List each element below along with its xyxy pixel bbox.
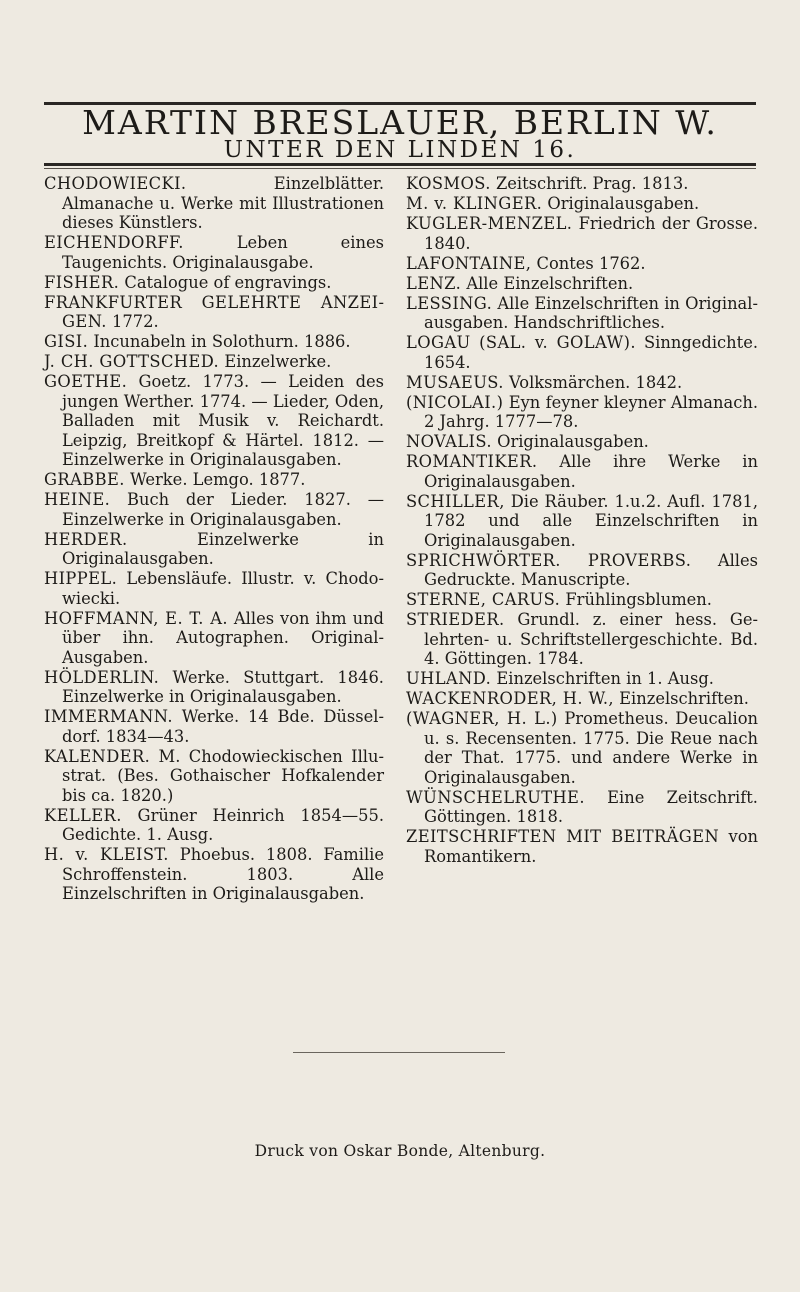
entry-heading: KALENDER. bbox=[44, 746, 151, 766]
entry-text: Incunabeln in Solothurn. 1886. bbox=[88, 332, 351, 351]
catalogue-entry bbox=[44, 609, 384, 668]
entry-heading: J. CH. GOTTSCHED. bbox=[44, 352, 220, 371]
entry-heading: KUGLER-MENZEL. bbox=[406, 214, 573, 233]
entry-heading: LENZ. bbox=[406, 273, 462, 293]
entry-heading: H. v. KLEIST. bbox=[44, 845, 169, 864]
header-rule bbox=[44, 163, 756, 166]
entry-heading: NOVALIS. bbox=[406, 432, 492, 451]
catalogue-entry bbox=[44, 233, 384, 272]
entry-text: Einzelschriften. bbox=[613, 689, 749, 708]
catalogue-entry bbox=[406, 214, 758, 253]
entry-heading: FRANKFURTER GELEHRTE ANZEIGEN. bbox=[44, 292, 384, 331]
entry-heading: (WAGNER, H. L.) bbox=[406, 709, 558, 728]
catalogue-entry bbox=[406, 452, 758, 491]
entry-text: Sinngedichte. 1654. bbox=[424, 333, 759, 372]
catalogue-entry bbox=[44, 806, 384, 845]
entry-text: Originalausgaben. bbox=[491, 432, 649, 451]
entry-heading: M. v. KLINGER. bbox=[406, 194, 543, 213]
entry-text: Alles von ihm und über ihn. Autographen. Original-Ausgaben. bbox=[62, 608, 384, 667]
catalogue-entry bbox=[44, 352, 384, 372]
entry-heading: GISI. bbox=[44, 332, 89, 351]
entry-heading: (NICOLAI.) bbox=[406, 392, 504, 412]
entry-text: Alle Einzelschriften. bbox=[461, 273, 634, 293]
entry-heading: ROMANTIKER. bbox=[406, 452, 538, 471]
entry-heading: IMMERMANN. bbox=[44, 707, 173, 726]
entry-text: Die Räuber. 1.u.2. Aufl. 1781, 1782 und alle Einzelschriften in Originalausgaben. bbox=[424, 491, 758, 550]
entry-heading: LAFONTAINE, bbox=[406, 253, 532, 273]
entry-text: Grüner Heinrich 1854—55. Gedichte. 1. Ausg. bbox=[62, 805, 384, 844]
catalogue-entry bbox=[406, 174, 758, 194]
entry-heading: HOFFMANN, E. T. A. bbox=[44, 608, 228, 628]
entry-heading: ZEITSCHRIFTEN MIT BEITRÄGEN bbox=[406, 827, 720, 846]
catalogue-entry bbox=[406, 709, 758, 787]
catalogue-entry bbox=[44, 569, 384, 608]
entry-text: Einzelwerke in Originalausgaben. bbox=[62, 529, 384, 568]
catalogue-entry bbox=[406, 373, 758, 393]
entry-text: Contes 1762. bbox=[531, 253, 646, 273]
right-column bbox=[406, 174, 758, 867]
catalogue-entry bbox=[44, 174, 384, 233]
entry-heading: CHODOWIECKI. bbox=[44, 174, 187, 193]
entry-text: 1772. bbox=[106, 312, 159, 331]
entry-heading: MUSAEUS. bbox=[406, 372, 504, 392]
catalogue-entry bbox=[406, 551, 758, 590]
entry-heading: KOSMOS. bbox=[406, 174, 491, 193]
entry-text: Alles Gedruckte. Manuscripte. bbox=[424, 550, 759, 589]
page-subtitle: UNTER DEN LINDEN 16. bbox=[223, 137, 577, 163]
catalogue-entry bbox=[44, 273, 384, 293]
entry-heading: LESSING. bbox=[406, 293, 493, 313]
entry-heading: HEINE. bbox=[44, 490, 111, 509]
entry-text: Einzelwerke. bbox=[219, 352, 332, 371]
entry-text: Grundl. z. einer hess. Gelehrten- u. Schriftstellergeschichte. Bd. 4. Göttingen. 1784. bbox=[424, 610, 758, 668]
entry-text: Zeitschrift. Prag. 1813. bbox=[490, 174, 689, 193]
catalogue-entry bbox=[406, 590, 758, 610]
entry-heading: WÜNSCHELRUTHE. bbox=[406, 787, 585, 807]
entry-heading: KELLER. bbox=[44, 805, 122, 825]
catalogue-entry bbox=[406, 669, 758, 689]
entry-text: Einzelblätter. Almanache u. Werke mit Illustrationen dieses Künstlers. bbox=[62, 174, 384, 232]
entry-heading: FISHER. bbox=[44, 272, 120, 292]
catalogue-entry bbox=[406, 492, 758, 551]
entry-heading: GOETHE. bbox=[44, 372, 128, 391]
entry-heading: HÖLDERLIN. bbox=[44, 667, 160, 687]
entry-heading: SPRICHWÖRTER. PROVERBS. bbox=[406, 550, 692, 570]
entry-text: Prometheus. Deucalion u. s. Recensenten. 1775. Die Reue nach der That. 1775. und andere Werke in Originalausgaben. bbox=[424, 709, 758, 787]
catalogue-entry bbox=[44, 490, 384, 529]
entry-text: Leben eines Taugenichts. Originalausgabe. bbox=[62, 233, 384, 272]
entry-text: Werke. Stuttgart. 1846. Einzelwerke in Originalausgaben. bbox=[62, 667, 384, 706]
catalogue-entry bbox=[406, 610, 758, 669]
entry-text: Lebensläufe. Illustr. v. Chodowiecki. bbox=[62, 569, 384, 608]
entry-text: Eine Zeitschrift. Göttingen. 1818. bbox=[424, 787, 758, 826]
entry-text: Alle Einzelschriften in Originalausgaben. Handschriftliches. bbox=[424, 293, 758, 332]
catalogue-entry bbox=[44, 845, 384, 904]
catalogue-entry bbox=[406, 393, 758, 432]
catalogue-entry bbox=[406, 827, 758, 866]
entry-heading: WACKENRODER, H. W., bbox=[406, 689, 614, 708]
entry-text: Originalausgaben. bbox=[542, 194, 700, 213]
catalogue-entry bbox=[406, 194, 758, 214]
entry-heading: SCHILLER, bbox=[406, 491, 505, 511]
entry-text: Catalogue of engravings. bbox=[119, 272, 332, 292]
entry-heading: LOGAU (SAL. v. GOLAW). bbox=[406, 333, 636, 352]
entry-text: Werke. Lemgo. 1877. bbox=[124, 470, 306, 489]
catalogue-entry bbox=[44, 530, 384, 569]
entry-text: Goetz. 1773. — Leiden des jungen Werther. 1774. — Lieder, Oden, Balladen mit Musik v. Reichardt. Leipzig, Breitkopf & Härtel. 1812. — Einzelwerke in Originalausgaben. bbox=[62, 372, 384, 469]
catalogue-entry bbox=[44, 747, 384, 806]
catalogue-entry bbox=[44, 707, 384, 746]
catalogue-entry bbox=[406, 254, 758, 274]
entry-heading: STRIEDER. bbox=[406, 610, 505, 629]
left-column bbox=[44, 174, 384, 904]
entry-text: Friedrich der Grosse. 1840. bbox=[424, 214, 758, 253]
catalogue-entry bbox=[44, 372, 384, 470]
entry-text: Phoebus. 1808. Familie Schroffenstein. 1803. Alle Einzelschriften in Originalausgaben. bbox=[62, 845, 385, 903]
entry-heading: EICHENDORFF. bbox=[44, 233, 184, 252]
catalogue-entry bbox=[44, 332, 384, 352]
catalogue-entry bbox=[44, 293, 384, 332]
catalogue-entry bbox=[406, 788, 758, 827]
catalogue-entry bbox=[406, 333, 758, 372]
entry-heading: UHLAND. bbox=[406, 669, 492, 688]
entry-heading: GRABBE. bbox=[44, 470, 125, 489]
entry-text: Volksmärchen. 1842. bbox=[503, 372, 683, 392]
header-rule-thin bbox=[44, 168, 756, 169]
entry-heading: HERDER. bbox=[44, 529, 128, 549]
entry-text: von Romantikern. bbox=[424, 827, 758, 866]
entry-text: Einzelschriften in 1. Ausg. bbox=[491, 669, 714, 688]
printer-imprint: Druck von Oskar Bonde, Altenburg. bbox=[254, 1142, 546, 1160]
catalogue-entry bbox=[406, 689, 758, 709]
closing-rule bbox=[293, 1052, 505, 1053]
entry-text: Eyn feyner kleyner Almanach. 2 Jahrg. 1777—78. bbox=[424, 392, 758, 431]
entry-heading: HIPPEL. bbox=[44, 569, 118, 588]
entry-text: M. Chodowieckischen Illustrat. (Bes. Gothaischer Hofkalender bis ca. 1820.) bbox=[62, 746, 384, 805]
catalogue-entry bbox=[406, 432, 758, 452]
catalogue-entry bbox=[44, 470, 384, 490]
catalogue-entry bbox=[44, 668, 384, 707]
entry-text: Werke. 14 Bde. Düsseldorf. 1834—43. bbox=[62, 707, 384, 746]
entry-heading: STERNE, CARUS. bbox=[406, 590, 561, 609]
entry-text: Buch der Lieder. 1827. — Einzelwerke in Originalausgaben. bbox=[62, 490, 384, 529]
catalogue-entry bbox=[406, 294, 758, 333]
catalogue-entry bbox=[406, 274, 758, 294]
entry-text: Alle ihre Werke in Originalausgaben. bbox=[424, 452, 758, 491]
entry-text: Frühlingsblumen. bbox=[560, 590, 712, 609]
page-title: MARTIN BRESLAUER, BERLIN W. bbox=[82, 103, 718, 142]
